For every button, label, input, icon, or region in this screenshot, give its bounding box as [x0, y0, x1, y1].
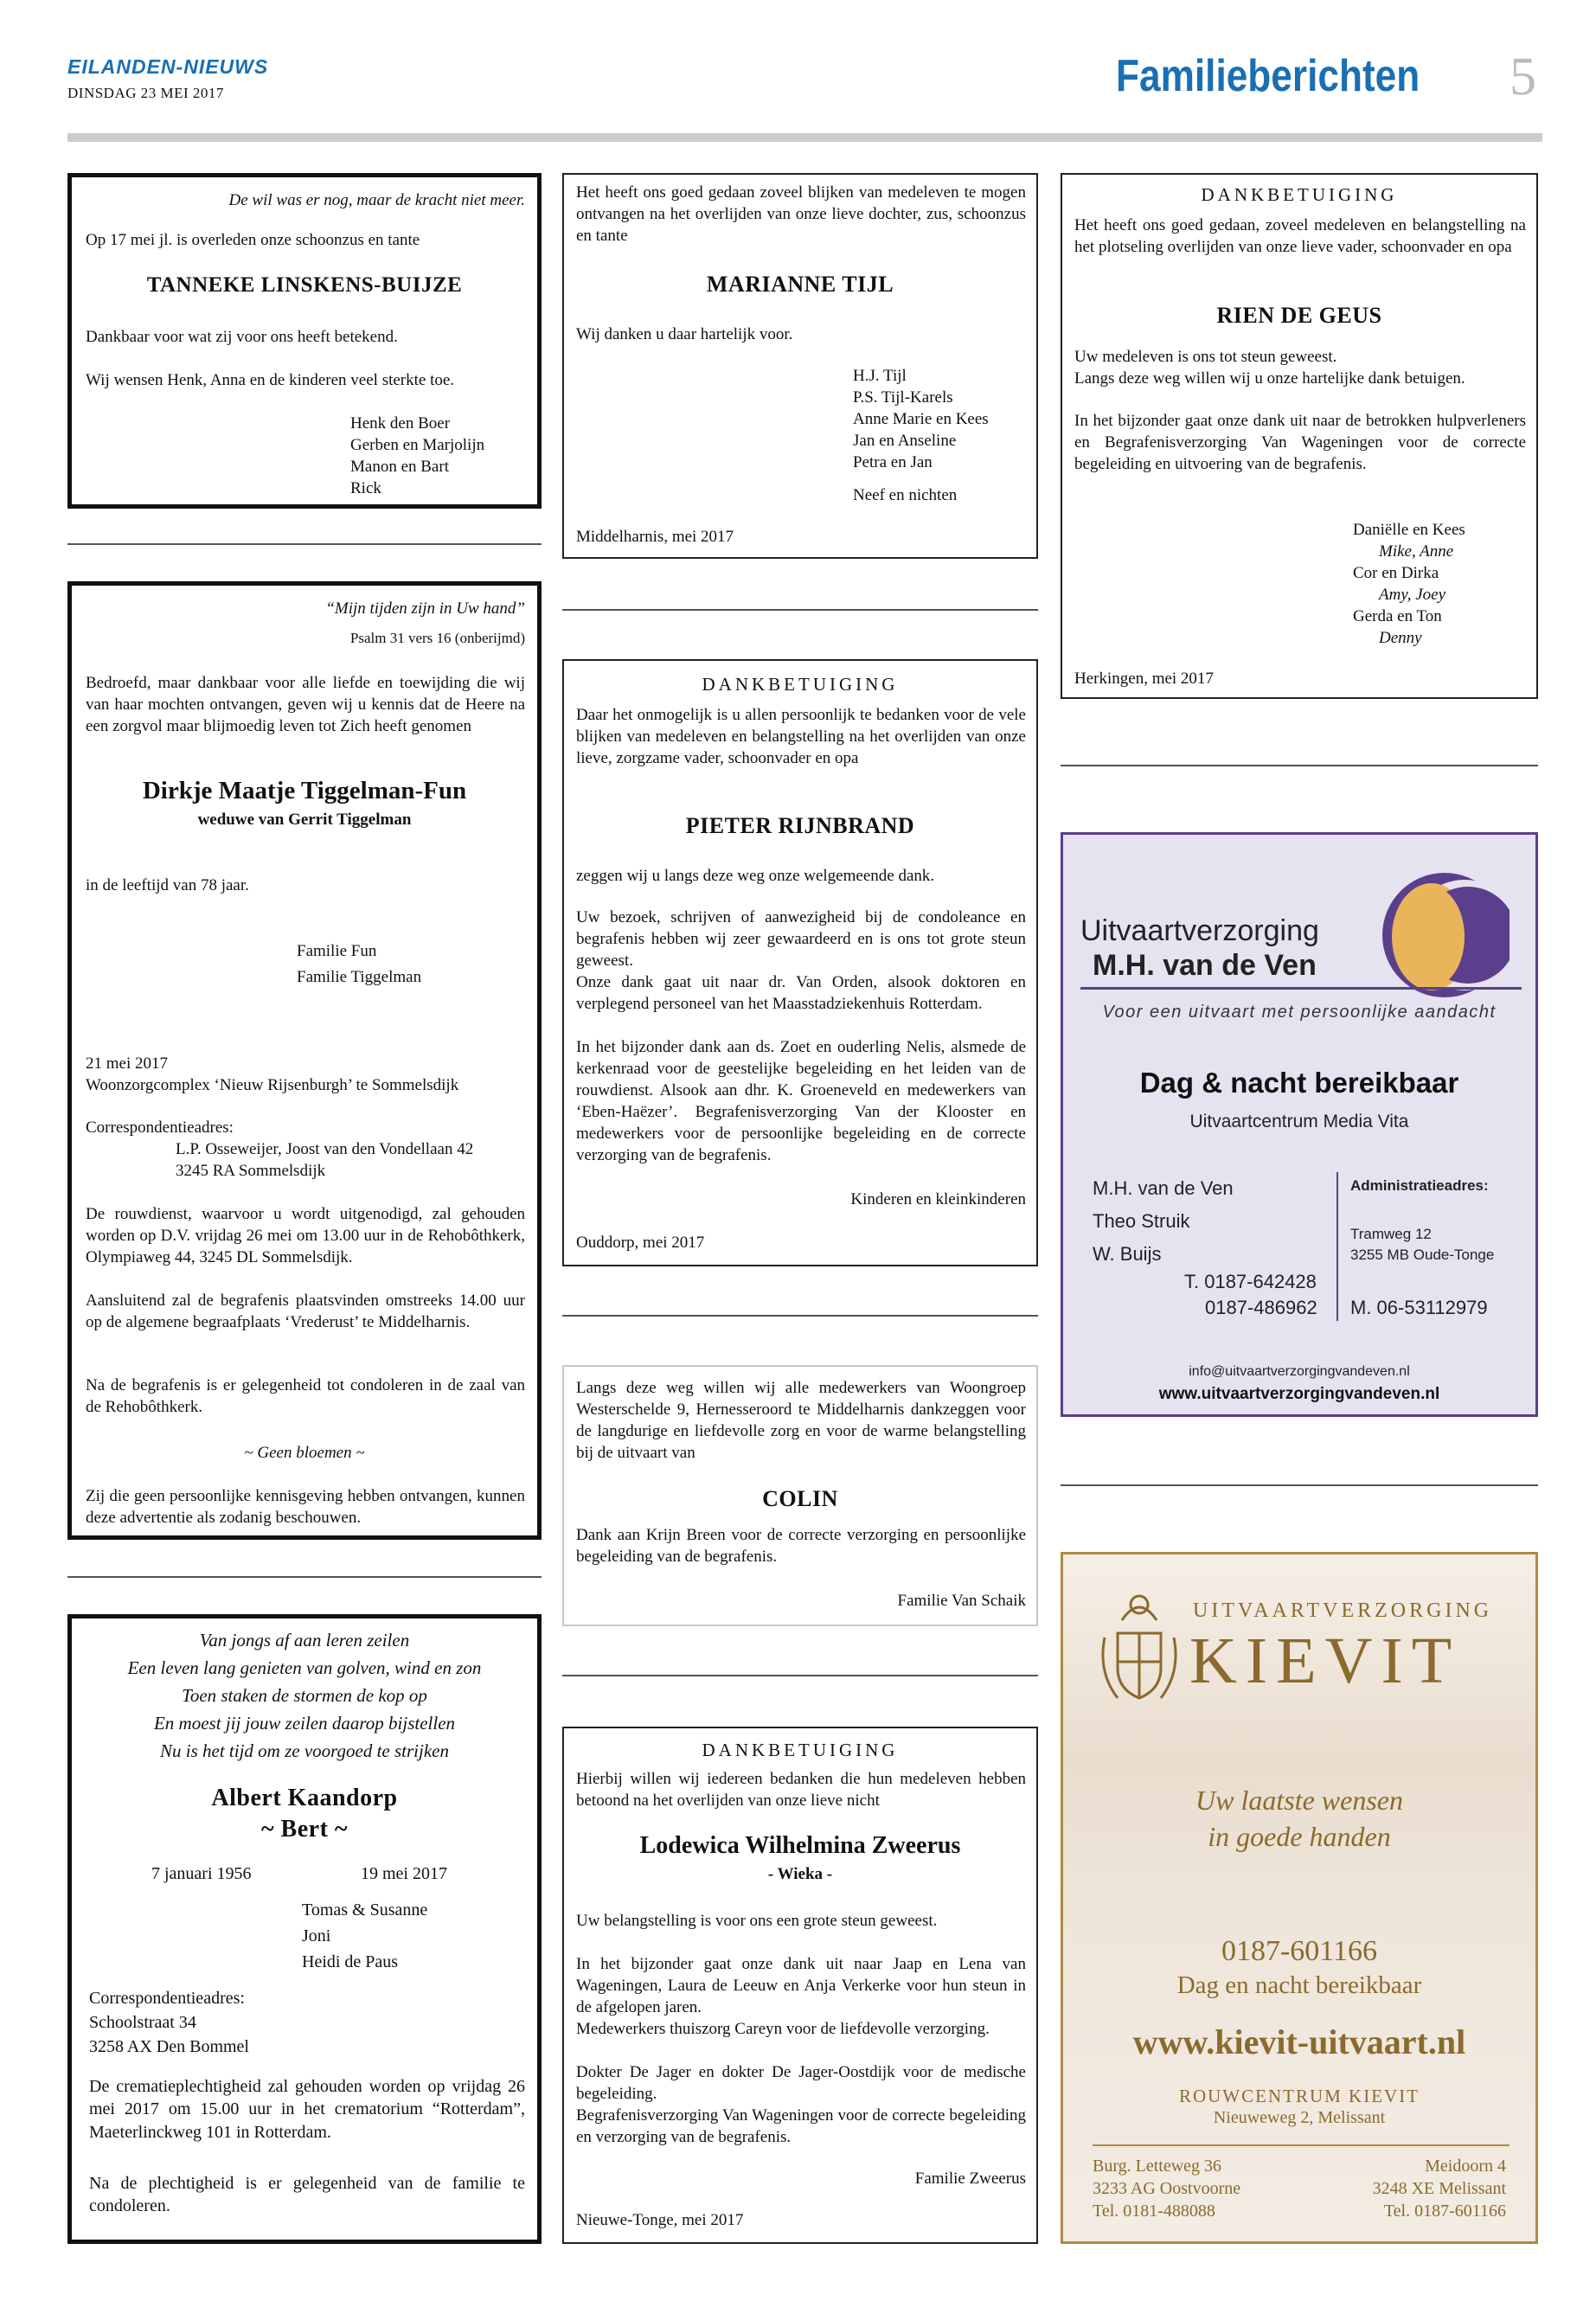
notice-line: Uw belangstelling is voor ons een grote steun geweest.: [576, 1912, 938, 1930]
deceased-name: Albert Kaandorp: [211, 1785, 398, 1811]
brand-line-1: Uitvaartverzorging: [1080, 914, 1319, 947]
signature: Rick: [350, 479, 381, 497]
kievit-website-link[interactable]: www.kievit-uitvaart.nl: [1132, 2022, 1466, 2061]
notice-colin: [562, 1365, 1038, 1626]
notice-date: 21 mei 2017: [86, 1054, 168, 1073]
staff-name: M.H. van de Ven: [1093, 1177, 1234, 1199]
van-de-ven-logo-icon: [1362, 866, 1509, 1004]
phone-number: T. 0187-642428: [1184, 1271, 1317, 1292]
notice-line: in de leeftijd van 78 jaar.: [86, 876, 249, 894]
mobile-number: M. 06-53112979: [1350, 1297, 1488, 1318]
condolence-info: Na de plechtigheid is er gelegenheid van de familie te condoleren.: [89, 2174, 525, 2216]
vertical-divider: [1336, 1172, 1338, 1321]
poem-line: Nu is het tijd om ze voorgoed te strijken: [159, 1740, 449, 1761]
signature: Familie Fun: [297, 942, 377, 960]
signature: Jan en Anseline: [853, 432, 957, 450]
divider: [67, 1576, 542, 1578]
kievit-center-address: Nieuweweg 2, Melissant: [1213, 2108, 1386, 2127]
kievit-availability: Dag en nacht bereikbaar: [1176, 1971, 1422, 1999]
kievit-brand: KIEVIT: [1189, 1625, 1461, 1697]
signature: Familie Van Schaik: [897, 1592, 1026, 1610]
notice-lodewica: [562, 1727, 1038, 2244]
notice-line: zeggen wij u langs deze weg onze welgemeende dank.: [576, 867, 935, 885]
notice-line: Dankbaar voor wat zij voor ons heeft betekend.: [86, 328, 398, 346]
notice-line: Dank aan Krijn Breen voor de correcte verzorging en persoonlijke begeleiding van de begrafenis.: [576, 1526, 1026, 1567]
signature: Henk den Boer: [350, 414, 451, 433]
divider: [1061, 1484, 1538, 1486]
condolence-info: Na de begrafenis is er gelegenheid tot condoleren in de zaal van de Rehobôthkerk.: [86, 1376, 525, 1417]
notice-tanneke: [67, 173, 542, 509]
correspondence-address: Schoolstraat 34: [89, 2013, 196, 2032]
notice-heading: DANKBETUIGING: [702, 674, 899, 695]
notice-intro: Langs deze weg willen wij alle medewerkers van Woongroep Westerschelde 9, Hernesseroord te Middelharnis dankzeggen voor de langdurige en liefdevolle zorg en voor de warme belangstelling bij de uitvaart van: [576, 1379, 1026, 1463]
signature: H.J. Tijl: [853, 367, 907, 385]
kievit-slogan: in goede handen: [1208, 1821, 1391, 1852]
kievit-rule: [1093, 2144, 1509, 2146]
bible-reference: Psalm 31 vers 16 (onberijmd): [349, 630, 525, 646]
deceased-name: Dirkje Maatje Tiggelman-Fun: [142, 777, 467, 804]
kievit-top-text: UITVAARTVERZORGING: [1193, 1599, 1493, 1622]
death-date: 19 mei 2017: [361, 1864, 447, 1883]
signature: Joni: [302, 1926, 331, 1945]
center-name: Uitvaartcentrum Media Vita: [1189, 1112, 1409, 1131]
brand-underline: [1080, 987, 1522, 990]
availability: Dag & nacht bereikbaar: [1139, 1067, 1459, 1099]
correspondence-address: L.P. Osseweijer, Joost van den Vondellaan 42: [176, 1140, 474, 1158]
signature: Heidi de Paus: [302, 1952, 399, 1971]
notice-line: Langs deze weg willen wij u onze hartelijke dank betuigen.: [1074, 369, 1465, 388]
notice-quote: “Mijn tijden zijn in Uw hand”: [325, 599, 525, 618]
signature: Tomas & Susanne: [302, 1900, 428, 1920]
poem-line: Een leven lang genieten van golven, wind en zon: [127, 1657, 482, 1678]
service-info: De rouwdienst, waarvoor u wordt uitgenodigd, zal gehouden worden op D.V. vrijdag 26 mei om 13.00 uur in de Rehobôthkerk, Olympiaweg 44, 3245 DL Sommelsdijk.: [86, 1205, 525, 1267]
newspaper-logo: EILANDEN-NIEUWS: [67, 55, 269, 78]
service-info: De crematieplechtigheid zal gehouden worden op vrijdag 26 mei 2017 om 15.00 uur in het crematorium “Rotterdam”, Maeterlinckweg 101 in Rotterdam.: [89, 2077, 525, 2142]
notice-place: Middelharnis, mei 2017: [576, 528, 734, 546]
signature: P.S. Tijl-Karels: [853, 388, 953, 407]
ad-van-de-ven: [1061, 832, 1538, 1417]
notice-pieter: [562, 659, 1038, 1266]
poem-line: Toen staken de stormen de kop op: [182, 1685, 427, 1706]
signature: Amy, Joey: [1379, 586, 1446, 604]
kievit-phone-line: Tel. 0187-601166: [1383, 2202, 1506, 2221]
notice-line: In het bijzonder dank aan ds. Zoet en ouderling Nelis, alsmede de kerkenraad voor de geestelijke begeleiding en het leiden van de rouwdienst. Alsook aan dhr. K. Groeneveld en medewerkers van ‘Eben-Haëzer’. Begrafenisverzorging Van der Klooster en medewerkers voor de persoonlijke begeleiding en de correcte verzorging van de begrafenis.: [576, 1038, 1026, 1165]
kievit-phone: 0187-601166: [1221, 1935, 1378, 1967]
notice-place: Woonzorgcomplex ‘Nieuw Rijsenburgh’ te Sommelsdijk: [86, 1076, 459, 1094]
notice-line: Wij danken u daar hartelijk voor.: [576, 325, 793, 343]
notice-line: Uw bezoek, schrijven of aanwezigheid bij de condoleance en begrafenis hebben wij zeer gewaardeerd en is ons tot grote steun geweest.: [576, 908, 1026, 971]
divider: [67, 543, 542, 545]
email-link[interactable]: info@uitvaartverzorgingvandeven.nl: [1189, 1364, 1410, 1379]
notice-quote: De wil was er nog, maar de kracht niet meer.: [228, 191, 525, 209]
website-link[interactable]: www.uitvaartverzorgingvandeven.nl: [1158, 1385, 1440, 1403]
page-number: 5: [1509, 48, 1536, 106]
ad-tagline: Voor een uitvaart met persoonlijke aandacht: [1102, 1003, 1497, 1022]
notice-footnote: Zij die geen persoonlijke kennisgeving hebben ontvangen, kunnen deze advertentie als zodanig beschouwen.: [86, 1487, 525, 1528]
notice-line: Dokter De Jager en dokter De Jager-Oostdijk voor de medische begeleiding.: [576, 2063, 1026, 2104]
signature: Petra en Jan: [853, 453, 933, 471]
deceased-nickname: ~ Bert ~: [261, 1816, 348, 1843]
signature: Neef en nichten: [853, 486, 958, 504]
notice-line: Begrafenisverzorging Van Wageningen voor de correcte begeleiding en verzorging van de begrafenis.: [576, 2106, 1026, 2147]
deceased-name: COLIN: [762, 1486, 838, 1511]
notice-line: Wij wensen Henk, Anna en de kinderen veel sterkte toe.: [86, 371, 455, 389]
divider: [562, 609, 1038, 611]
signature: Denny: [1379, 629, 1422, 647]
deceased-name: PIETER RIJNBRAND: [685, 813, 915, 838]
divider: [562, 1315, 1038, 1317]
birth-date: 7 januari 1956: [151, 1864, 252, 1883]
signature: Manon en Bart: [350, 458, 449, 476]
notice-dirkje: [67, 581, 542, 1540]
signature: Familie Zweerus: [914, 2170, 1026, 2188]
signature: Mike, Anne: [1379, 542, 1454, 561]
deceased-name: TANNEKE LINSKENS-BUIJZE: [146, 273, 463, 297]
divider: [562, 1675, 1038, 1676]
ad-kievit: [1061, 1552, 1538, 2244]
coat-of-arms-icon: [1096, 1586, 1183, 1707]
kievit-address: 3233 AG Oostvoorne: [1093, 2179, 1241, 2198]
notice-place: Herkingen, mei 2017: [1074, 670, 1214, 688]
divider: [1061, 765, 1538, 766]
signature: Kinderen en kleinkinderen: [850, 1190, 1026, 1208]
notice-intro: Het heeft ons goed gedaan zoveel blijken van medeleven te mogen ontvangen na het overlijden van onze lieve dochter, zus, schoonzus en tante: [576, 183, 1026, 246]
staff-name: W. Buijs: [1093, 1243, 1162, 1265]
signature: Anne Marie en Kees: [853, 410, 989, 428]
correspondence-label: Correspondentieadres:: [86, 1118, 234, 1137]
signature: Gerben en Marjolijn: [350, 436, 485, 454]
deceased-nickname: - Wieka -: [767, 1865, 833, 1883]
notice-line: Onze dank gaat uit naar dr. Van Orden, alsook doktoren en verplegend personeel van het Maasstadziekenhuis Rotterdam.: [576, 973, 1026, 1014]
signature: Cor en Dirka: [1353, 564, 1439, 582]
deceased-name: RIEN DE GEUS: [1216, 303, 1382, 328]
notice-intro: Op 17 mei jl. is overleden onze schoonzus en tante: [86, 231, 420, 249]
notice-heading: DANKBETUIGING: [702, 1740, 899, 1760]
staff-name: Theo Struik: [1093, 1210, 1190, 1232]
burial-info: Aansluitend zal de begrafenis plaatsvinden omstreeks 14.00 uur op de algemene begraafplaats ‘Vrederust’ te Middelharnis.: [86, 1292, 525, 1332]
deceased-name: MARIANNE TIJL: [706, 272, 894, 297]
admin-street: Tramweg 12: [1350, 1226, 1432, 1242]
deceased-subtitle: weduwe van Gerrit Tiggelman: [197, 811, 412, 829]
notice-place: Nieuwe-Tonge, mei 2017: [576, 2211, 744, 2229]
notice-place: Ouddorp, mei 2017: [576, 1234, 705, 1252]
poem-line: En moest jij jouw zeilen daarop bijstellen: [153, 1713, 456, 1734]
admin-label: Administratieadres:: [1350, 1177, 1489, 1194]
poem-line: Van jongs af aan leren zeilen: [199, 1630, 410, 1650]
signature: Daniëlle en Kees: [1353, 521, 1465, 539]
notice-rien: [1061, 173, 1538, 699]
no-flowers: ~ Geen bloemen ~: [244, 1444, 365, 1462]
kievit-address: Burg. Letteweg 36: [1093, 2157, 1222, 2176]
section-title: Familieberichten: [1116, 51, 1420, 101]
notice-marianne: [562, 173, 1038, 559]
notice-heading: DANKBETUIGING: [1201, 184, 1398, 205]
notice-intro: Het heeft ons goed gedaan, zoveel medeleven en belangstelling na het plotseling overlijden van onze lieve vader, schoonvader en opa: [1074, 216, 1526, 257]
notice-line: Uw medeleven is ons tot steun geweest.: [1074, 348, 1337, 366]
notice-intro: Hierbij willen wij iedereen bedanken die hun medeleven hebben betoond na het overlijden van onze lieve nicht: [576, 1770, 1026, 1811]
correspondence-address: 3245 RA Sommelsdijk: [176, 1162, 326, 1180]
notice-line: In het bijzonder gaat onze dank uit naar Jaap en Lena van Wageningen, Laura de Leeuw en Anja Verkerke voor hun steun in de afgelopen jaren.: [576, 1955, 1026, 2017]
kievit-address: 3248 XE Melissant: [1372, 2179, 1506, 2198]
correspondence-label: Correspondentieadres:: [89, 1989, 245, 2008]
header-rule: [67, 133, 1542, 142]
admin-city: 3255 MB Oude-Tonge: [1350, 1247, 1495, 1263]
deceased-name: Lodewica Wilhelmina Zweerus: [639, 1832, 961, 1859]
kievit-address: Meidoorn 4: [1425, 2157, 1506, 2176]
notice-intro: Daar het onmogelijk is u allen persoonlijk te bedanken voor de vele blijken van medeleven en belangstelling na het overlijden van onze lieve, zorgzame vader, schoonvader en opa: [576, 706, 1026, 768]
kievit-center: ROUWCENTRUM KIEVIT: [1178, 2086, 1420, 2106]
phone-number: 0187-486962: [1205, 1297, 1317, 1318]
notice-line: Medewerkers thuiszorg Careyn voor de liefdevolle verzorging.: [576, 2020, 990, 2038]
kievit-phone-line: Tel. 0181-488088: [1093, 2202, 1215, 2221]
signature: Familie Tiggelman: [297, 968, 422, 986]
signature: Gerda en Ton: [1353, 607, 1442, 625]
issue-date: DINSDAG 23 MEI 2017: [67, 85, 224, 101]
notice-line: In het bijzonder gaat onze dank uit naar de betrokken hulpverleners en Begrafenisverzorging Van Wageningen voor de correcte begeleiding en uitvoering van de begrafenis.: [1074, 412, 1526, 474]
kievit-slogan: Uw laatste wensen: [1195, 1785, 1403, 1816]
correspondence-address: 3258 AX Den Bommel: [89, 2037, 249, 2056]
notice-albert: [67, 1614, 542, 2244]
brand-line-2: M.H. van de Ven: [1093, 949, 1317, 982]
notice-intro: Bedroefd, maar dankbaar voor alle liefde en toewijding die wij van haar mochten ontvangen, geven wij u kennis dat de Heere na een zorgvol maar blijmoedig leven tot Zich heeft genomen: [86, 674, 525, 736]
